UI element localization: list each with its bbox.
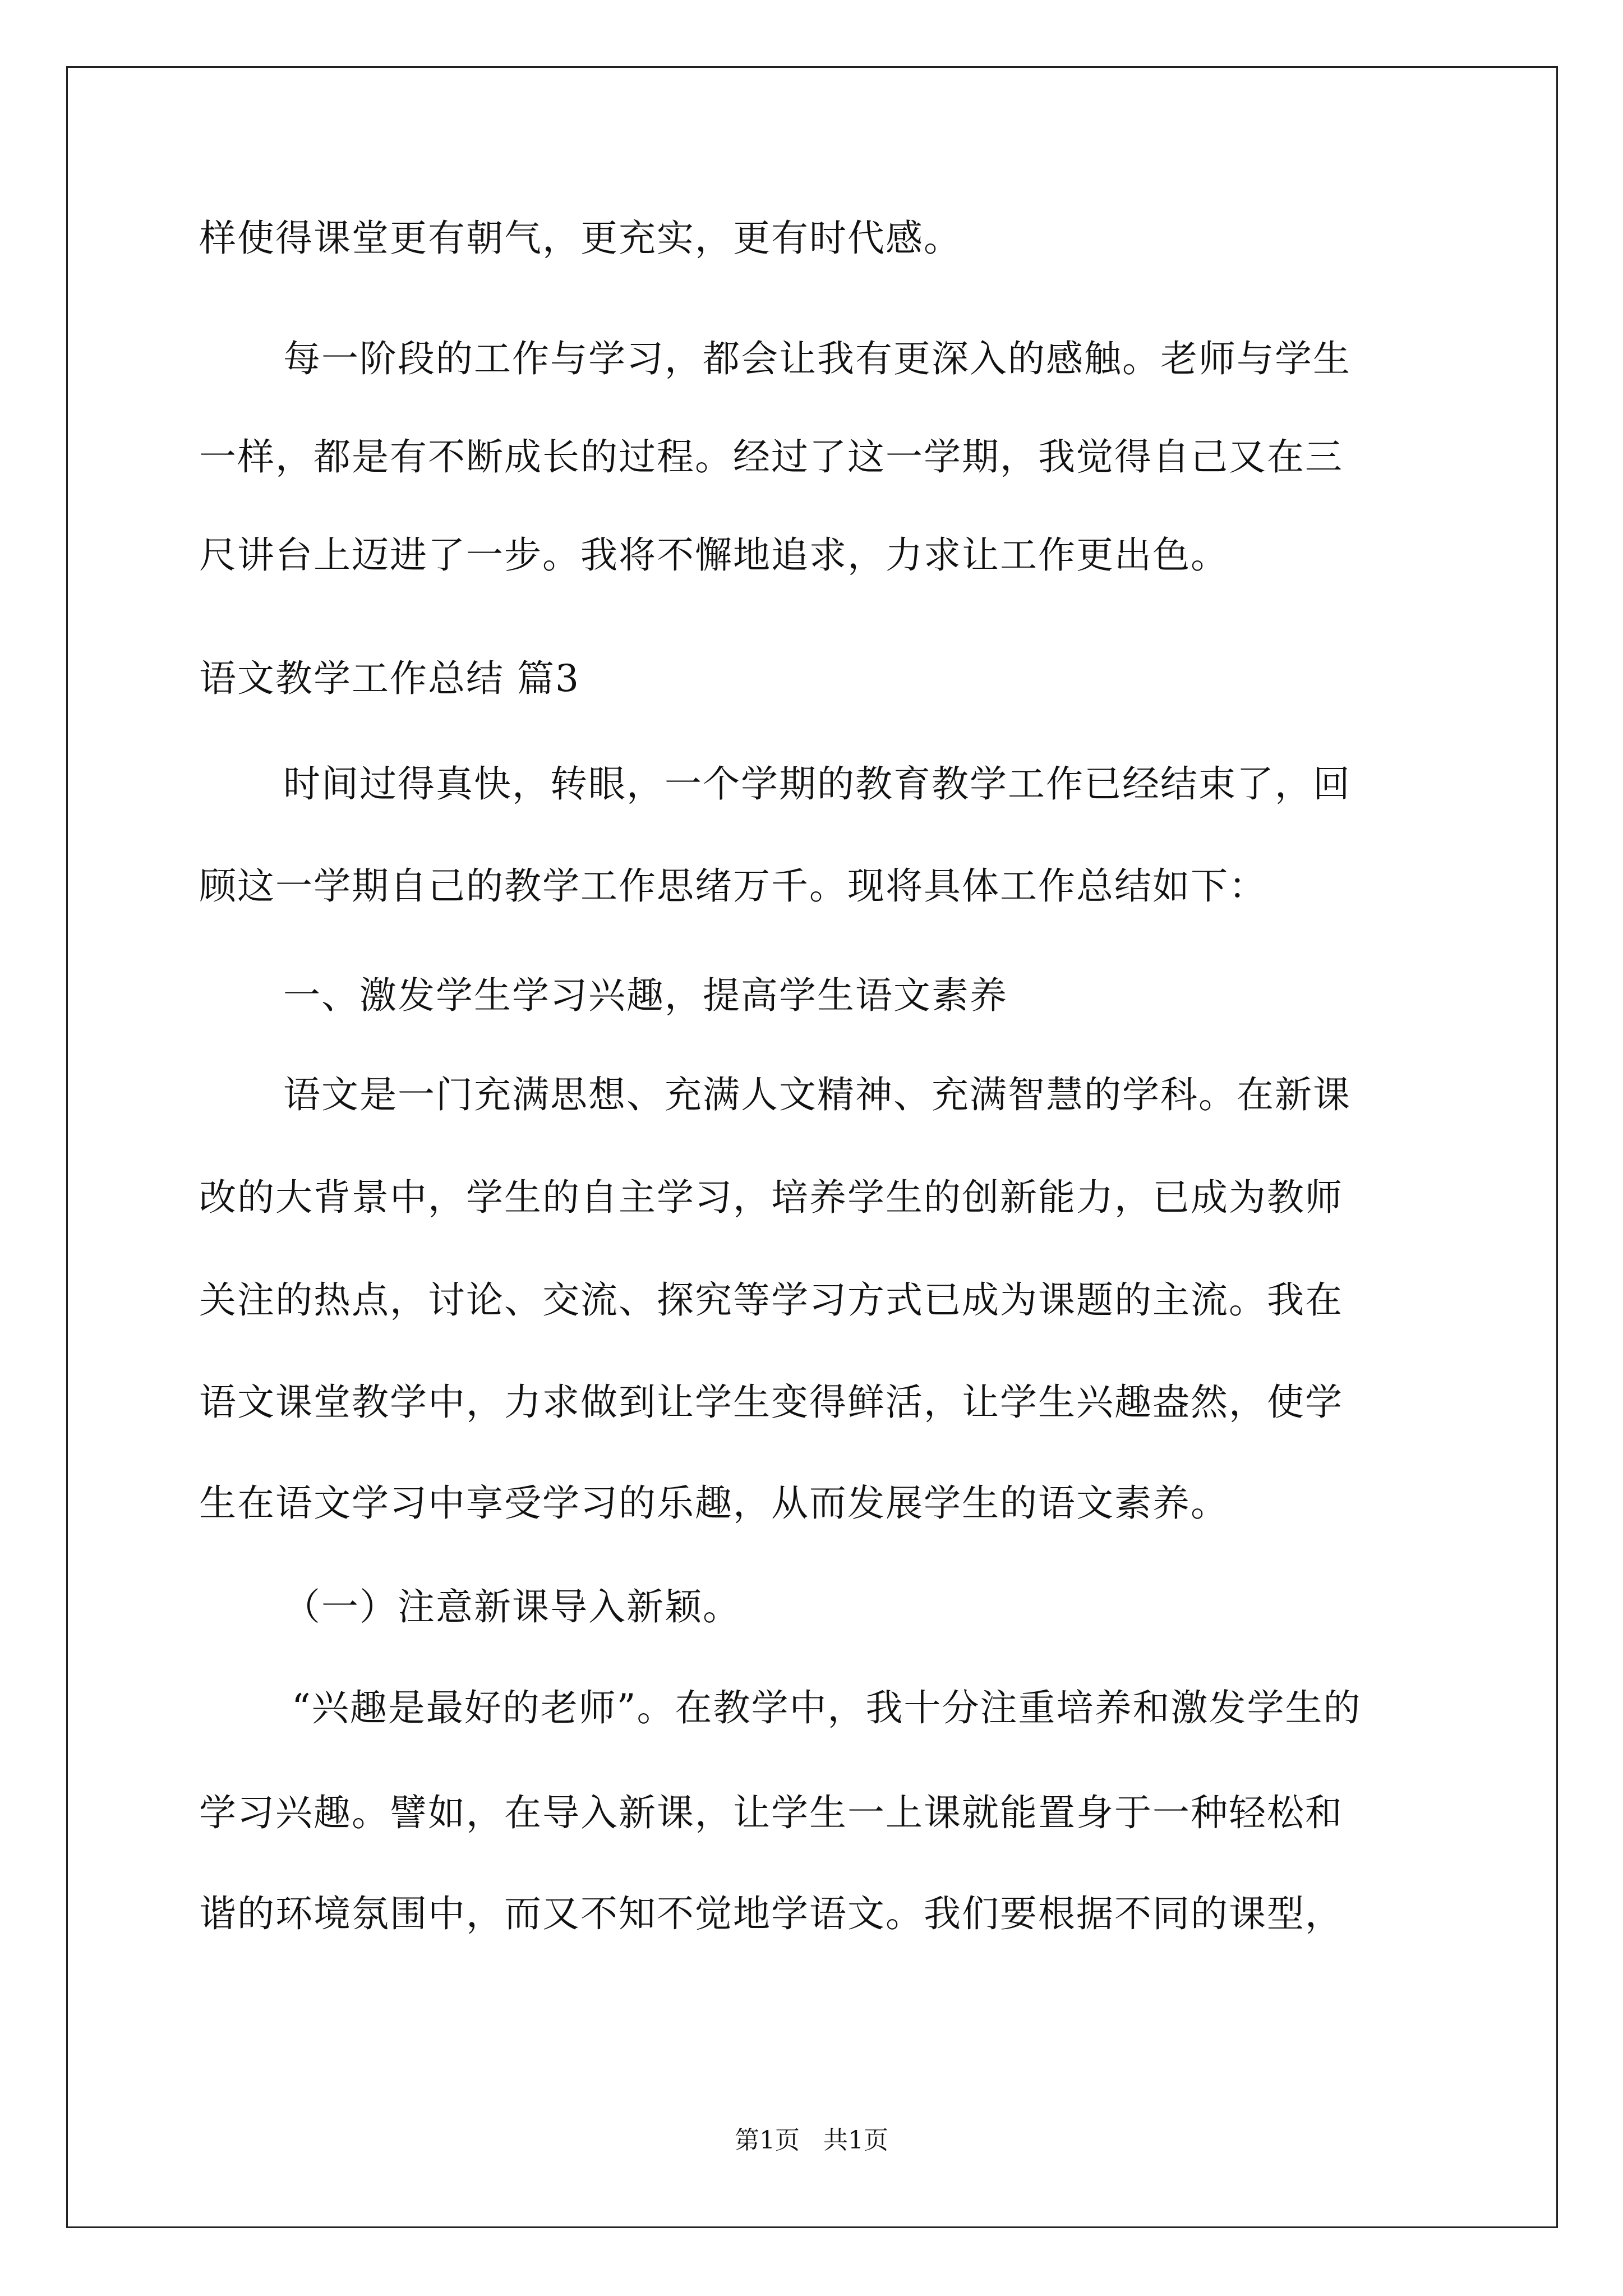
section-heading: 语文教学工作总结 篇3: [199, 657, 580, 700]
paragraph-line: 尺讲台上迈进了一步。我将不懈地追求，力求让工作更出色。: [199, 533, 1229, 577]
paragraph-line: 每一阶段的工作与学习，都会让我有更深入的感触。老师与学生: [283, 337, 1351, 380]
paragraph-line: 关注的热点，讨论、交流、探究等学习方式已成为课题的主流。我在: [199, 1278, 1343, 1322]
paragraph-line: 时间过得真快，转眼，一个学期的教育教学工作已经结束了，回: [283, 762, 1351, 806]
paragraph-line: 顾这一学期自己的教学工作思绪万千。现将具体工作总结如下：: [199, 864, 1267, 908]
subheading: （一）注意新课导入新颖。: [283, 1585, 741, 1628]
paragraph-line: 谐的环境氛围中，而又不知不觉地学语文。我们要根据不同的课型，: [199, 1892, 1343, 1935]
paragraph-line: 样使得课堂更有朝气，更充实，更有时代感。: [199, 217, 962, 260]
paragraph-line: 语文是一门充满思想、充满人文精神、充满智慧的学科。在新课: [283, 1073, 1351, 1116]
paragraph-line: 改的大背景中，学生的自主学习，培养学生的创新能力，已成为教师: [199, 1176, 1343, 1219]
paragraph-line: “兴趣是最好的老师”。在教学中，我十分注重培养和激发学生的: [292, 1686, 1362, 1729]
paragraph-line: 学习兴趣。譬如，在导入新课，让学生一上课就能置身于一种轻松和: [199, 1791, 1343, 1834]
page-number-footer: 第1页 共1页: [735, 2126, 888, 2155]
paragraph-line: 一样，都是有不断成长的过程。经过了这一学期，我觉得自己又在三: [199, 435, 1343, 478]
paragraph-line: 语文课堂教学中，力求做到让学生变得鲜活，让学生兴趣盎然，使学: [199, 1381, 1343, 1424]
paragraph-line: 生在语文学习中享受学习的乐趣，从而发展学生的语文素养。: [199, 1481, 1229, 1525]
subheading: 一、激发学生学习兴趣，提高学生语文素养: [283, 974, 1008, 1017]
